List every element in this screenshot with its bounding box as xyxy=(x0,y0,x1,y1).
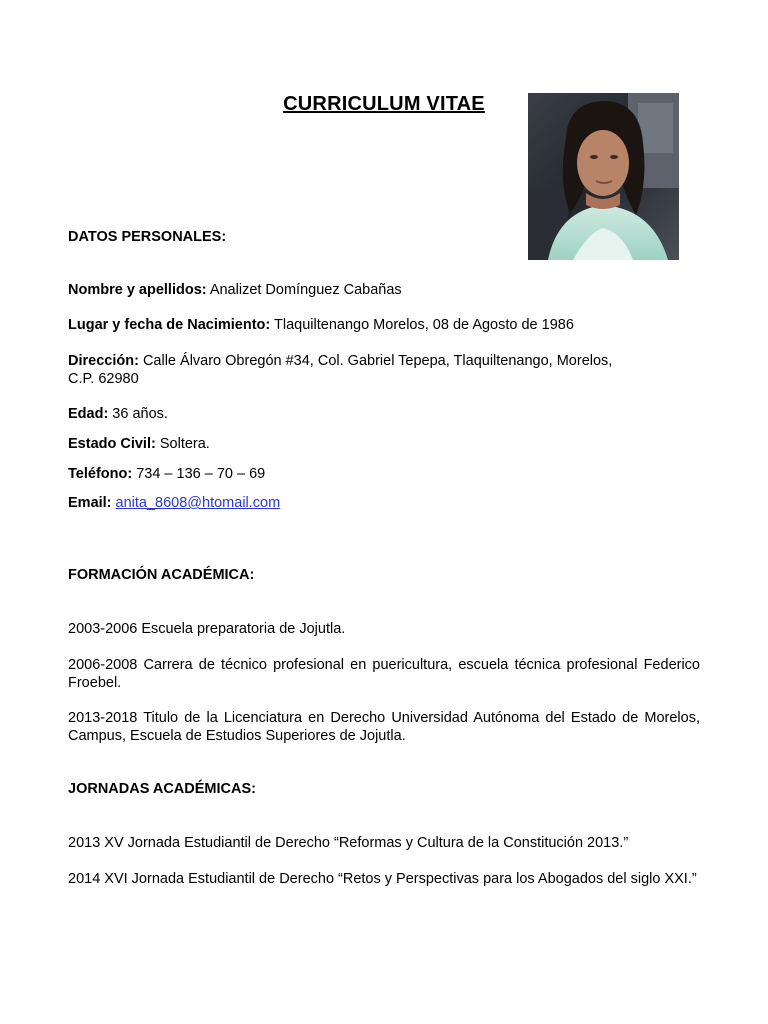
field-address xyxy=(68,352,700,388)
list-item-jornada: 2013 XV Jornada Estudiantil de Derecho “Reformas y Cultura de la Constitución 2013.” xyxy=(68,835,629,851)
field-value: Analizet Domínguez Cabañas xyxy=(206,282,402,298)
list-item-education: 2013-2018 Titulo de la Licenciatura en Derecho Universidad Autónoma del Estado de Morelos, Campus, Escuela de Estudios Superiores de Jojutla. xyxy=(68,710,700,744)
field-name xyxy=(68,281,700,299)
field-label: Dirección: xyxy=(68,353,139,369)
section-heading-education: FORMACIÓN ACADÉMICA: xyxy=(68,567,255,583)
field-birth xyxy=(68,316,700,334)
field-value: 734 – 136 – 70 – 69 xyxy=(132,466,266,482)
page-title: CURRICULUM VITAE xyxy=(283,93,485,115)
field-label: Lugar y fecha de Nacimiento: xyxy=(68,317,271,333)
field-value: Calle Álvaro Obregón #34, Col. Gabriel Tepepa, Tlaquiltenango, Morelos, xyxy=(138,353,613,369)
section-heading-personal: DATOS PERSONALES: xyxy=(68,229,227,245)
list-item-education: 2006-2008 Carrera de técnico profesional en puericultura, escuela técnica profesional Federico Froebel. xyxy=(68,657,700,691)
list-item-education: 2003-2006 Escuela preparatoria de Jojutla. xyxy=(68,621,346,637)
field-email xyxy=(68,494,700,512)
field-value-line2: C.P. 62980 xyxy=(68,371,139,387)
list-item-jornada: 2014 XVI Jornada Estudiantil de Derecho “Retos y Perspectivas para los Abogados del siglo XXI.” xyxy=(68,871,697,887)
field-label: Edad: xyxy=(68,406,109,422)
section-heading-jornadas: JORNADAS ACADÉMICAS: xyxy=(68,781,256,797)
field-age xyxy=(68,405,700,423)
field-label: Nombre y apellidos: xyxy=(68,282,207,298)
field-value: Soltera. xyxy=(155,436,210,452)
field-value: Tlaquiltenango Morelos, 08 de Agosto de 1986 xyxy=(270,317,574,333)
field-civil-status xyxy=(68,435,700,453)
field-label: Estado Civil: xyxy=(68,436,156,452)
field-value: 36 años. xyxy=(108,406,168,422)
email-link[interactable]: anita_8608@htomail.com xyxy=(115,495,281,511)
field-label: Email: xyxy=(68,495,112,511)
field-phone xyxy=(68,465,700,483)
field-label: Teléfono: xyxy=(68,466,133,482)
